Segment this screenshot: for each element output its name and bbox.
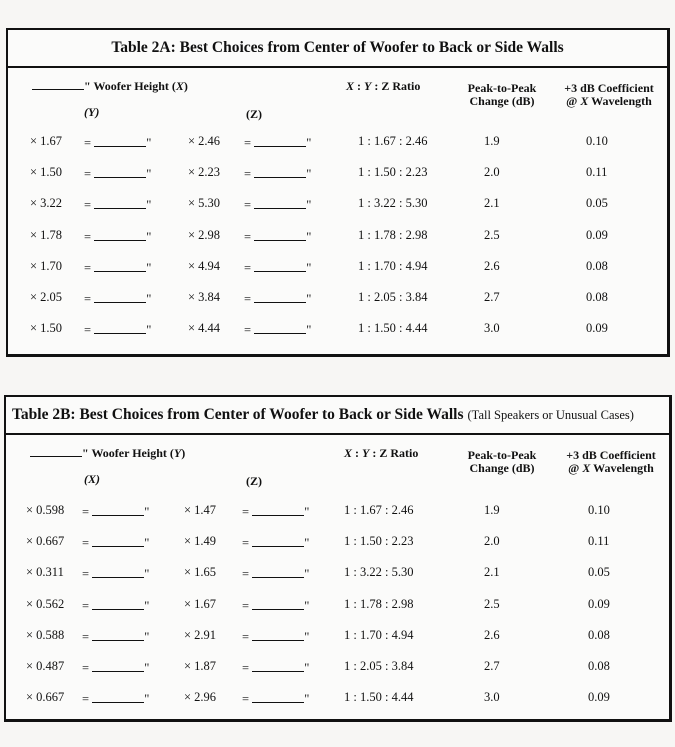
equals-sign: = (242, 692, 250, 707)
woofer-height-blank[interactable] (30, 456, 82, 457)
table-row (6, 503, 669, 523)
multiplier-1: × 1.78 (30, 227, 63, 242)
answer-blank[interactable] (94, 259, 146, 272)
answer-field-2 (244, 165, 311, 182)
ratio-value: 1 : 1.78 : 2.98 (358, 227, 428, 242)
woofer-height-blank[interactable] (32, 89, 84, 90)
answer-field-2 (242, 659, 309, 676)
inch-mark: " (304, 629, 310, 644)
inch-mark: " (306, 167, 312, 182)
answer-field-1 (82, 534, 149, 551)
equals-sign: = (244, 198, 252, 213)
ratio-value: 1 : 1.50 : 2.23 (344, 534, 414, 549)
answer-field-1 (82, 690, 149, 707)
peak-header: Peak-to-Peak Change (dB) (467, 448, 537, 475)
multiplier-1: × 1.50 (30, 321, 63, 336)
peak-value: 2.7 (484, 659, 500, 673)
equals-sign: = (242, 661, 250, 675)
table-row (6, 690, 669, 710)
inch-mark: " (146, 292, 152, 306)
peak-value: 2.6 (484, 627, 500, 642)
answer-blank[interactable] (254, 165, 306, 178)
equals-sign: = (242, 505, 250, 519)
answer-blank[interactable] (92, 503, 144, 516)
coef-value: 0.10 (586, 134, 608, 148)
equals-sign: = (242, 536, 250, 551)
coef-value: 0.05 (588, 565, 610, 580)
inch-mark: " (144, 661, 150, 675)
woofer-height-header: " Woofer Height (X) (32, 80, 188, 93)
answer-field-2 (244, 196, 311, 213)
peak-value: 2.5 (484, 596, 500, 611)
coef-value: 0.10 (588, 503, 610, 517)
ratio-value: 1 : 1.78 : 2.98 (344, 596, 414, 611)
multiplier-1: × 1.70 (30, 258, 63, 273)
equals-sign: = (84, 260, 92, 275)
answer-field-1 (82, 503, 149, 520)
inch-mark: " (306, 323, 312, 338)
peak-value: 2.1 (484, 565, 500, 580)
answer-field-2 (242, 503, 309, 520)
coef-header: +3 dB Coefficient @ X Wavelength (564, 81, 654, 108)
answer-blank[interactable] (94, 165, 146, 178)
table-row (6, 597, 669, 617)
equals-sign: = (242, 598, 250, 613)
answer-blank[interactable] (254, 196, 306, 209)
col-x-label: (X) (84, 472, 100, 486)
answer-field-2 (244, 321, 311, 338)
equals-sign: = (82, 598, 90, 613)
inch-mark: " (144, 536, 150, 551)
answer-field-1 (84, 134, 151, 151)
ratio-value: 1 : 3.22 : 5.30 (344, 565, 414, 580)
table-row (8, 321, 667, 341)
peak-value: 2.7 (484, 290, 500, 304)
answer-blank[interactable] (252, 628, 304, 641)
table-row (8, 165, 667, 185)
multiplier-2: × 5.30 (188, 196, 221, 211)
answer-field-2 (244, 290, 311, 307)
answer-blank[interactable] (252, 503, 304, 516)
answer-field-2 (244, 134, 311, 151)
inch-mark: " (306, 198, 312, 213)
ratio-value: 1 : 3.22 : 5.30 (358, 196, 428, 211)
answer-blank[interactable] (254, 134, 306, 147)
inch-mark: " (306, 292, 312, 306)
multiplier-1: × 2.05 (30, 290, 63, 304)
answer-blank[interactable] (252, 659, 304, 672)
ratio-value: 1 : 2.05 : 3.84 (358, 290, 428, 304)
ratio-value: 1 : 1.50 : 2.23 (358, 165, 428, 180)
inch-mark: " (306, 260, 312, 275)
inch-mark: " (144, 692, 150, 707)
peak-value: 1.9 (484, 503, 500, 517)
answer-blank[interactable] (254, 228, 306, 241)
answer-field-1 (84, 196, 151, 213)
table-subtitle: (Tall Speakers or Unusual Cases) (467, 407, 634, 422)
answer-blank[interactable] (252, 534, 304, 547)
answer-blank[interactable] (92, 690, 144, 703)
equals-sign: = (84, 323, 92, 338)
ratio-value: 1 : 2.05 : 3.84 (344, 659, 414, 673)
answer-field-1 (84, 321, 151, 338)
peak-value: 3.0 (484, 321, 500, 336)
equals-sign: = (82, 505, 90, 519)
multiplier-2: × 2.23 (188, 165, 221, 180)
answer-field-2 (244, 228, 311, 245)
answer-blank[interactable] (94, 290, 146, 303)
ratio-value: 1 : 1.50 : 4.44 (358, 321, 428, 336)
answer-blank[interactable] (92, 534, 144, 547)
table-2b (4, 395, 672, 722)
peak-value: 1.9 (484, 134, 500, 148)
peak-value: 2.6 (484, 258, 500, 273)
multiplier-1: × 3.22 (30, 196, 63, 211)
multiplier-2: × 4.94 (188, 258, 221, 273)
inch-mark: " (144, 598, 150, 613)
answer-blank[interactable] (252, 597, 304, 610)
ratio-value: 1 : 1.67 : 2.46 (344, 503, 414, 517)
multiplier-2: × 2.46 (188, 134, 221, 148)
answer-field-2 (242, 565, 309, 582)
woofer-height-header: " Woofer Height (Y) (30, 447, 185, 460)
ratio-value: 1 : 1.70 : 4.94 (344, 627, 414, 642)
multiplier-2: × 1.49 (184, 534, 217, 549)
equals-sign: = (82, 629, 90, 644)
table-row (6, 565, 669, 585)
peak-value: 3.0 (484, 690, 500, 705)
answer-blank[interactable] (252, 565, 304, 578)
equals-sign: = (84, 167, 92, 182)
answer-field-2 (242, 597, 309, 614)
equals-sign: = (82, 661, 90, 675)
inch-mark: " (144, 505, 150, 519)
table-row (8, 196, 667, 216)
coef-value: 0.11 (588, 534, 610, 549)
inch-mark: " (146, 229, 152, 244)
equals-sign: = (244, 292, 252, 306)
equals-sign: = (82, 567, 90, 582)
coef-value: 0.09 (588, 596, 610, 611)
coef-value: 0.08 (588, 627, 610, 642)
coef-value: 0.08 (586, 290, 608, 304)
answer-field-1 (84, 228, 151, 245)
answer-blank[interactable] (94, 134, 146, 147)
coef-value: 0.11 (586, 165, 608, 180)
ratio-header: X : Y : Z Ratio (344, 446, 419, 460)
multiplier-2: × 1.87 (184, 659, 217, 673)
equals-sign: = (84, 229, 92, 244)
inch-mark: " (304, 661, 310, 675)
answer-blank[interactable] (254, 290, 306, 303)
multiplier-2: × 1.67 (184, 596, 217, 611)
equals-sign: = (244, 260, 252, 275)
coef-value: 0.08 (586, 258, 608, 273)
inch-mark: " (306, 229, 312, 244)
answer-blank[interactable] (92, 628, 144, 641)
multiplier-2: × 4.44 (188, 321, 221, 336)
answer-blank[interactable] (252, 690, 304, 703)
col-z-label: (Z) (246, 474, 262, 488)
answer-blank[interactable] (92, 565, 144, 578)
multiplier-1: × 0.598 (26, 503, 65, 517)
multiplier-1: × 1.50 (30, 165, 63, 180)
multiplier-2: × 3.84 (188, 290, 221, 304)
table-row (8, 290, 667, 310)
table-row (6, 659, 669, 679)
table-row (8, 134, 667, 154)
multiplier-1: × 0.667 (26, 534, 65, 549)
answer-field-1 (82, 659, 149, 676)
inch-mark: " (144, 629, 150, 644)
peak-value: 2.5 (484, 227, 500, 242)
table-row (6, 628, 669, 648)
answer-field-2 (244, 259, 311, 276)
answer-field-1 (84, 259, 151, 276)
inch-mark: " (304, 692, 310, 707)
coef-value: 0.08 (588, 659, 610, 673)
col-y-label: (Y) (84, 105, 100, 119)
peak-value: 2.0 (484, 534, 500, 549)
inch-mark: " (146, 198, 152, 213)
answer-field-1 (82, 628, 149, 645)
equals-sign: = (84, 136, 92, 150)
answer-blank[interactable] (94, 228, 146, 241)
inch-mark: " (144, 567, 150, 582)
coef-value: 0.09 (588, 690, 610, 705)
table-row (8, 228, 667, 248)
answer-field-2 (242, 690, 309, 707)
equals-sign: = (244, 323, 252, 338)
multiplier-1: × 0.487 (26, 659, 65, 673)
equals-sign: = (82, 536, 90, 551)
inch-mark: " (306, 136, 312, 150)
table-2a (6, 28, 670, 357)
inch-mark: " (146, 260, 152, 275)
ratio-header: X : Y : Z Ratio (346, 79, 421, 93)
peak-value: 2.0 (484, 165, 500, 180)
table-row (8, 259, 667, 279)
inch-mark: " (146, 323, 152, 338)
equals-sign: = (242, 567, 250, 582)
multiplier-2: × 1.47 (184, 503, 217, 517)
answer-field-1 (82, 565, 149, 582)
inch-mark: " (304, 598, 310, 613)
multiplier-2: × 1.65 (184, 565, 217, 580)
answer-field-1 (84, 290, 151, 307)
answer-blank[interactable] (92, 659, 144, 672)
equals-sign: = (244, 167, 252, 182)
coef-value: 0.09 (586, 321, 608, 336)
answer-field-2 (242, 628, 309, 645)
coef-value: 0.05 (586, 196, 608, 211)
answer-blank[interactable] (94, 196, 146, 209)
answer-blank[interactable] (254, 259, 306, 272)
multiplier-2: × 2.96 (184, 690, 217, 705)
ratio-value: 1 : 1.67 : 2.46 (358, 134, 428, 148)
inch-mark: " (304, 536, 310, 551)
multiplier-1: × 0.562 (26, 596, 65, 611)
equals-sign: = (82, 692, 90, 707)
inch-mark: " (146, 167, 152, 182)
peak-header: Peak-to-Peak Change (dB) (467, 81, 537, 108)
answer-field-2 (242, 534, 309, 551)
multiplier-2: × 2.98 (188, 227, 221, 242)
multiplier-1: × 0.588 (26, 627, 65, 642)
table-title: Table 2B: Best Choices from Center of Woofer to Back or Side Walls (12, 406, 464, 423)
answer-blank[interactable] (94, 321, 146, 334)
ratio-value: 1 : 1.50 : 4.44 (344, 690, 414, 705)
answer-field-1 (84, 165, 151, 182)
inch-mark: " (304, 567, 310, 582)
inch-mark: " (146, 136, 152, 150)
col-z-label: (Z) (246, 107, 262, 121)
multiplier-1: × 1.67 (30, 134, 63, 148)
peak-value: 2.1 (484, 196, 500, 211)
table-title: Table 2A: Best Choices from Center of Woofer to Back or Side Walls (111, 39, 564, 56)
coef-value: 0.09 (586, 227, 608, 242)
equals-sign: = (84, 292, 92, 306)
equals-sign: = (242, 629, 250, 644)
table-row (6, 534, 669, 554)
answer-field-1 (82, 597, 149, 614)
equals-sign: = (84, 198, 92, 213)
equals-sign: = (244, 136, 252, 150)
multiplier-1: × 0.667 (26, 690, 65, 705)
multiplier-2: × 2.91 (184, 627, 217, 642)
table-title-bar (6, 397, 669, 435)
answer-blank[interactable] (92, 597, 144, 610)
multiplier-1: × 0.311 (26, 565, 64, 580)
coef-header: +3 dB Coefficient @ X Wavelength (566, 448, 656, 475)
ratio-value: 1 : 1.70 : 4.94 (358, 258, 428, 273)
equals-sign: = (244, 229, 252, 244)
inch-mark: " (304, 505, 310, 519)
answer-blank[interactable] (254, 321, 306, 334)
table-title-bar (8, 30, 667, 68)
